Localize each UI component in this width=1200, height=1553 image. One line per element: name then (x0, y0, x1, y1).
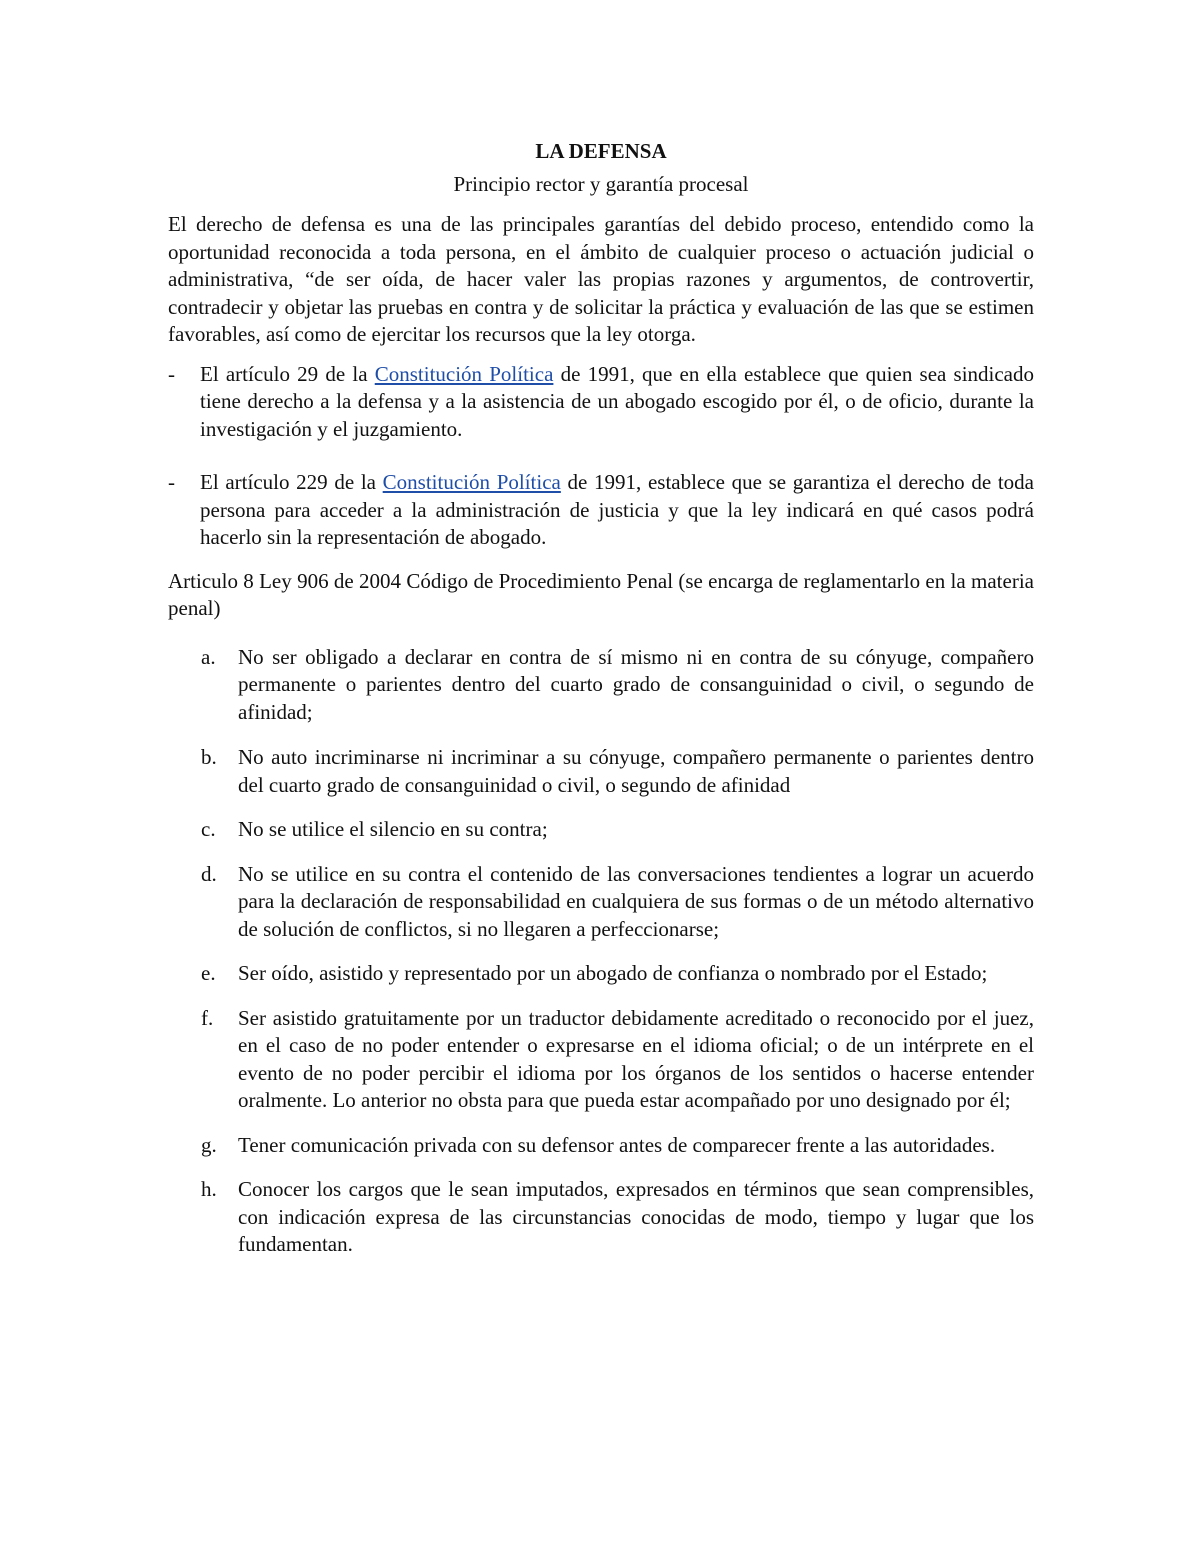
bullet-text-before: El artículo 229 de la (200, 470, 383, 494)
list-item-text: No auto incriminarse ni incriminar a su cónyuge, compañero permanente o parientes dentro del cuarto grado de consanguinidad o civil, o segundo de afinidad (238, 745, 1034, 797)
list-marker: a. (201, 644, 216, 669)
document-subtitle: Principio rector y garantía procesal (453, 172, 749, 196)
list-marker: d. (201, 861, 217, 886)
list-item (168, 861, 1034, 944)
list-item-text: No se utilice el silencio en su contra; (238, 817, 548, 841)
article-heading: Articulo 8 Ley 906 de 2004 Código de Procedimiento Penal (se encarga de reglamentarlo en la materia penal) (168, 568, 1034, 620)
list-item-text: Ser oído, asistido y representado por un abogado de confianza o nombrado por el Estado; (238, 961, 988, 985)
constitucion-link[interactable]: Constitución Política (382, 470, 561, 494)
list-item (168, 816, 1034, 844)
bullet-text-after: de 1991, que en ella establece que quien sea sindicado tiene derecho a la defensa y a la asistencia de un abogado escogido por él, o de oficio, durante la investigación y el juzgamiento. (200, 361, 1035, 441)
list-item-text: Conocer los cargos que le sean imputados, expresados en términos que sean comprensibles, con indicación expresa de las circunstancias conocidas de modo, tiempo y lugar que los fundamentan. (238, 1177, 1034, 1256)
dash-marker: - (168, 470, 175, 494)
list-marker: e. (201, 961, 216, 985)
list-marker: c. (201, 817, 216, 841)
list-item (168, 960, 1034, 988)
dash-marker: - (168, 361, 175, 386)
list-item-text: Ser asistido gratuitamente por un traductor debidamente acreditado o reconocido por el juez, en el caso de no poder entender o expresarse en el idioma oficial; o de un intérprete en el evento de no poder percibir el idioma por los órganos de los sentidos o hacerse entender oralmente. Lo anterior no obsta para que pueda estar acompañado por uno designado por él; (238, 1005, 1034, 1112)
list-marker: b. (201, 745, 217, 769)
bullet-text-before: El artículo 29 de la (200, 361, 375, 386)
list-item (168, 644, 1034, 727)
rights-list (168, 644, 1034, 1259)
bullet-text-after: de 1991, establece que se garantiza el derecho de toda persona para acceder a la administración de justicia y que la ley indicará en qué casos podrá hacerlo sin la representación de abogado. (200, 470, 1034, 549)
list-marker: f. (201, 1005, 214, 1030)
list-item-text: No ser obligado a declarar en contra de sí mismo ni en contra de su cónyuge, compañero permanente o parientes dentro del cuarto grado de consanguinidad o civil, o segundo de afinidad; (238, 644, 1034, 724)
document-title: LA DEFENSA (535, 139, 667, 163)
list-item (168, 1176, 1034, 1259)
list-marker: g. (201, 1132, 217, 1157)
bullet-item-art-229 (168, 469, 1034, 552)
list-item (168, 1005, 1034, 1115)
constitucion-link[interactable]: Constitución Política (374, 361, 554, 386)
list-item (168, 1132, 1034, 1160)
bullet-item-art-29 (168, 361, 1034, 444)
list-item-text: Tener comunicación privada con su defensor antes de comparecer frente a las autoridades. (238, 1132, 996, 1157)
document-page (168, 138, 1034, 1259)
list-item-text: No se utilice en su contra el contenido de las conversaciones tendientes a lograr un acuerdo para la declaración de responsabilidad en cualquiera de sus formas o de un método alternativo de solución de conflictos, si no llegaren a perfeccionarse; (238, 861, 1034, 941)
list-item (168, 744, 1034, 799)
intro-paragraph: El derecho de defensa es una de las principales garantías del debido proceso, entendido como la oportunidad reconocida a toda persona, en el ámbito de cualquier proceso o actuación judicial o administrativa, “de ser oída, de hacer valer las propias razones y argumentos, de controvertir, contradecir y objetar las pruebas en contra y de solicitar la práctica y evaluación de las que se estimen favorables, así como de ejercitar los recursos que la ley otorga. (168, 212, 1034, 346)
list-marker: h. (201, 1177, 217, 1201)
